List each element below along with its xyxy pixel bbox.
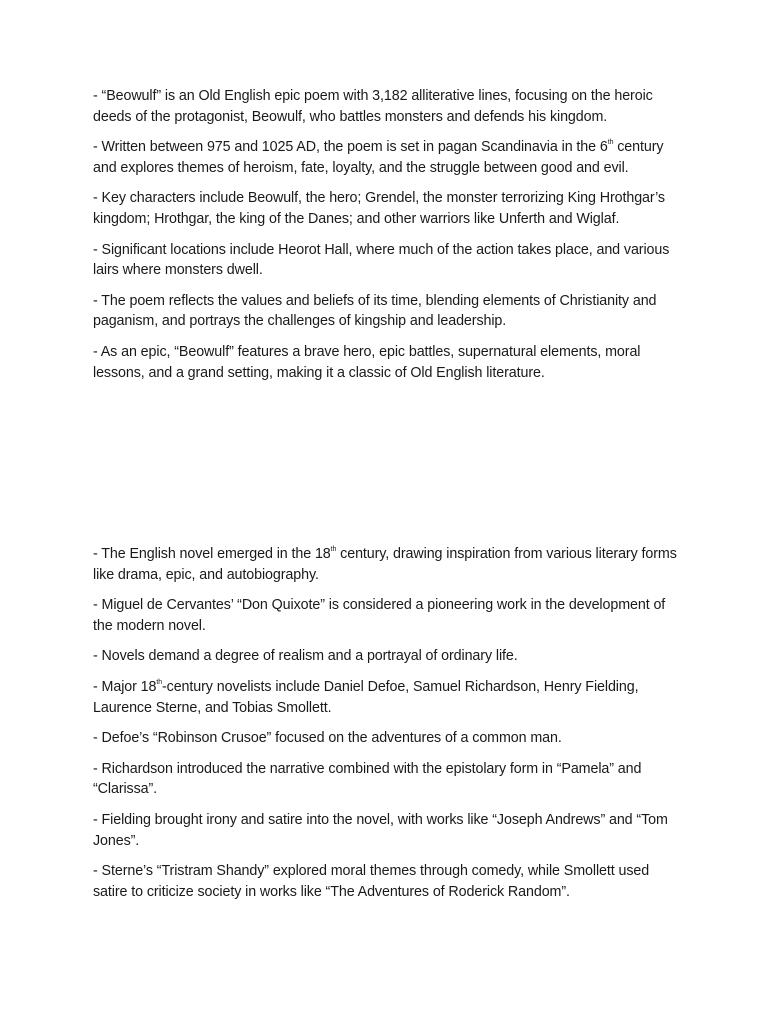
paragraph-fielding: - Fielding brought irony and satire into the novel, with works like “Joseph Andrews” and “Tom Jones”. <box>93 811 668 849</box>
paragraph-don-quixote: - Miguel de Cervantes’ “Don Quixote” is considered a pioneering work in the development of the modern novel. <box>93 597 666 634</box>
english-novel-notes-section <box>93 544 678 912</box>
paragraph-text: - Major 18 <box>93 678 157 695</box>
beowulf-notes-section <box>93 86 678 393</box>
paragraph-text: - Written between 975 and 1025 AD, the poem is set in pagan Scandinavia in the 6 <box>93 139 608 156</box>
paragraph-defoe: - Defoe’s “Robinson Crusoe” focused on the adventures of a common man. <box>93 730 562 747</box>
superscript-ordinal: th <box>607 139 614 147</box>
paragraph-beowulf-epic: - As an epic, “Beowulf” features a brave hero, epic battles, supernatural elements, moral lessons, and a grand setting, making it a classic of Old English literature. <box>93 343 641 381</box>
paragraph-beowulf-locations: - Significant locations include Heorot Hall, where much of the action takes place, and various lairs where monsters dwell. <box>93 241 670 279</box>
paragraph-sterne-smollett: - Sterne’s “Tristram Shandy” explored moral themes through comedy, while Smollett used satire to criticize society in works like “The Adventures of Roderick Random”. <box>93 863 650 900</box>
paragraph-beowulf-overview: - “Beowulf” is an Old English epic poem with 3,182 alliterative lines, focusing on the heroic deeds of the protagonist, Beowulf, who battles monsters and defends his kingdom. <box>93 88 653 125</box>
paragraph-richardson: - Richardson introduced the narrative combined with the epistolary form in “Pamela” and “Clarissa”. <box>93 760 642 798</box>
superscript-ordinal: th <box>330 546 337 554</box>
paragraph-beowulf-date-setting <box>93 137 678 178</box>
paragraph-text: -century novelists include Daniel Defoe, Samuel Richardson, Henry Fielding, Laurence Sterne, and Tobias Smollett. <box>93 678 639 716</box>
paragraph-text: - The English novel emerged in the 18 <box>93 546 331 562</box>
paragraph-beowulf-values: - The poem reflects the values and beliefs of its time, blending elements of Christianity and paganism, and portrays the challenges of kingship and leadership. <box>93 292 657 330</box>
paragraph-major-novelists <box>93 677 678 718</box>
paragraph-text: century and explores themes of heroism, fate, loyalty, and the struggle between good and evil. <box>93 139 664 176</box>
paragraph-text: century, drawing inspiration from various literary forms like drama, epic, and autobiography. <box>93 546 677 583</box>
paragraph-novel-emergence <box>93 544 678 585</box>
superscript-ordinal: th <box>156 679 162 687</box>
paragraph-beowulf-characters: - Key characters include Beowulf, the hero; Grendel, the monster terrorizing King Hrothgar’s kingdom; Hrothgar, the king of the Danes; and other warriors like Unferth and Wiglaf. <box>93 190 665 227</box>
paragraph-realism: - Novels demand a degree of realism and a portrayal of ordinary life. <box>93 648 518 665</box>
